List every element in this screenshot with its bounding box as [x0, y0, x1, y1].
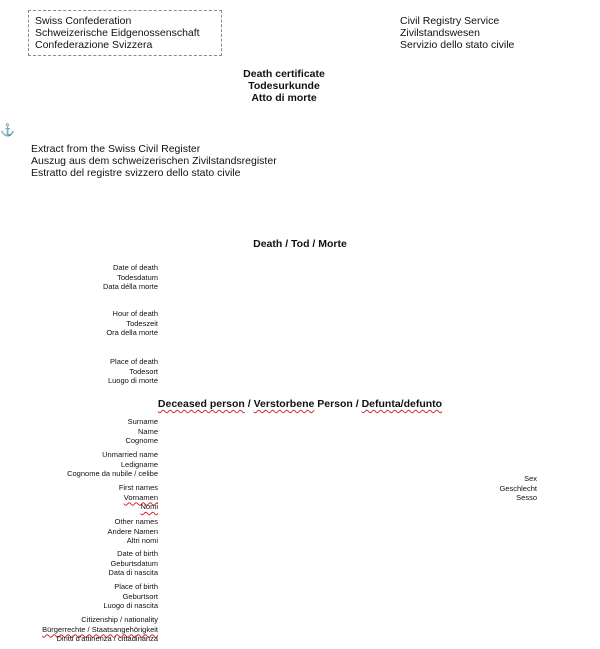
extract-en: Extract from the Swiss Civil Register: [31, 143, 201, 155]
label-line-it: Altri nomi: [126, 536, 158, 545]
death-section-title: Death / Tod / Morte: [253, 238, 347, 250]
label-line-en: Other names: [114, 517, 158, 526]
label-line-en: Place of birth: [114, 582, 158, 591]
label-line-de: Ledigname: [120, 459, 158, 469]
other-names-label: [108, 517, 158, 546]
label-line-it: Luogo di nascita: [103, 601, 158, 610]
confederation-name-it: Confederazione Svizzera: [35, 39, 153, 51]
place-of-death-label: [108, 357, 158, 386]
label-line-en: Unmarried name: [102, 450, 158, 459]
title-en: Death certificate: [243, 68, 325, 80]
registry-service-en: Civil Registry Service: [400, 15, 500, 27]
label-line-de: Geburtsort: [122, 591, 158, 601]
registry-service-it: Servizio dello stato civile: [400, 39, 515, 51]
extract-statement: [31, 143, 277, 179]
label-line-it: Cognome: [125, 436, 158, 445]
date-of-birth-label: [108, 549, 158, 578]
title-part-de-rest: Person /: [314, 398, 362, 410]
surname-label: [125, 417, 158, 446]
label-line-it: Data di nascita: [108, 568, 158, 577]
title-de: Todesurkunde: [248, 80, 320, 92]
label-line-en: Surname: [127, 417, 158, 426]
sex-label: [499, 474, 537, 503]
label-line-de: Bürgerrechte / Staatsangehörigkeit: [42, 624, 158, 634]
label-line-en: Date of death: [112, 263, 158, 272]
hour-of-death-label: [106, 309, 158, 338]
label-line-en: Hour of death: [112, 309, 158, 318]
confederation-name-en: Swiss Confederation: [35, 15, 132, 27]
label-line-en: Date of birth: [117, 549, 158, 558]
label-line-en: Place of death: [110, 357, 158, 366]
label-line-de: Todeszeit: [126, 318, 158, 328]
extract-it: Estratto del registre svizzero dello stato civile: [31, 167, 241, 179]
label-line-de: Geschlecht: [499, 483, 537, 493]
label-line-it: Ora della morte: [106, 328, 158, 337]
confederation-name-de: Schweizerische Eidgenossenschaft: [35, 27, 200, 39]
label-line-de: Todesdatum: [117, 272, 158, 282]
label-line-en: First names: [118, 483, 158, 492]
label-line-de: Name: [137, 426, 158, 436]
label-line-de: Geburtsdatum: [110, 558, 158, 568]
label-line-en: Sex: [524, 474, 537, 483]
place-of-birth-label: [103, 582, 158, 611]
first-names-label: [119, 483, 158, 512]
document-title: [180, 68, 388, 104]
title-part-de: Verstorbene: [253, 398, 315, 410]
citizenship-label: [42, 615, 158, 644]
deceased-person-section-title: [120, 398, 480, 410]
confederation-header: [28, 10, 222, 56]
label-line-it: Data délla morte: [102, 282, 158, 291]
title-part-en: Deceased person: [157, 398, 245, 410]
unmarried-name-label: [67, 450, 158, 479]
registry-service-header: [400, 15, 514, 51]
label-line-it: Sesso: [516, 493, 537, 502]
label-line-de: Todesort: [129, 366, 158, 376]
label-line-de: Andere Namen: [107, 526, 158, 536]
date-of-death-label: [103, 263, 158, 292]
label-line-de: Vornamen: [123, 492, 158, 502]
anchor-icon: ⚓: [0, 123, 15, 137]
label-line-it: Luogo di morte: [107, 376, 158, 385]
registry-service-de: Zivilstandswesen: [400, 27, 480, 39]
label-line-it: Nomi: [140, 502, 158, 511]
title-it: Atto di morte: [251, 92, 317, 104]
label-line-it: Cognome da nubile / celibe: [67, 469, 158, 478]
label-line-en: Citizenship / nationality: [81, 615, 158, 624]
extract-de: Auszug aus dem schweizerischen Zivilstandsregister: [31, 155, 277, 167]
title-part-it: Defunta/defunto: [361, 398, 443, 410]
title-separator: /: [244, 398, 254, 410]
label-line-it: Diritti d'attinenza / cittadinanza: [56, 634, 158, 643]
